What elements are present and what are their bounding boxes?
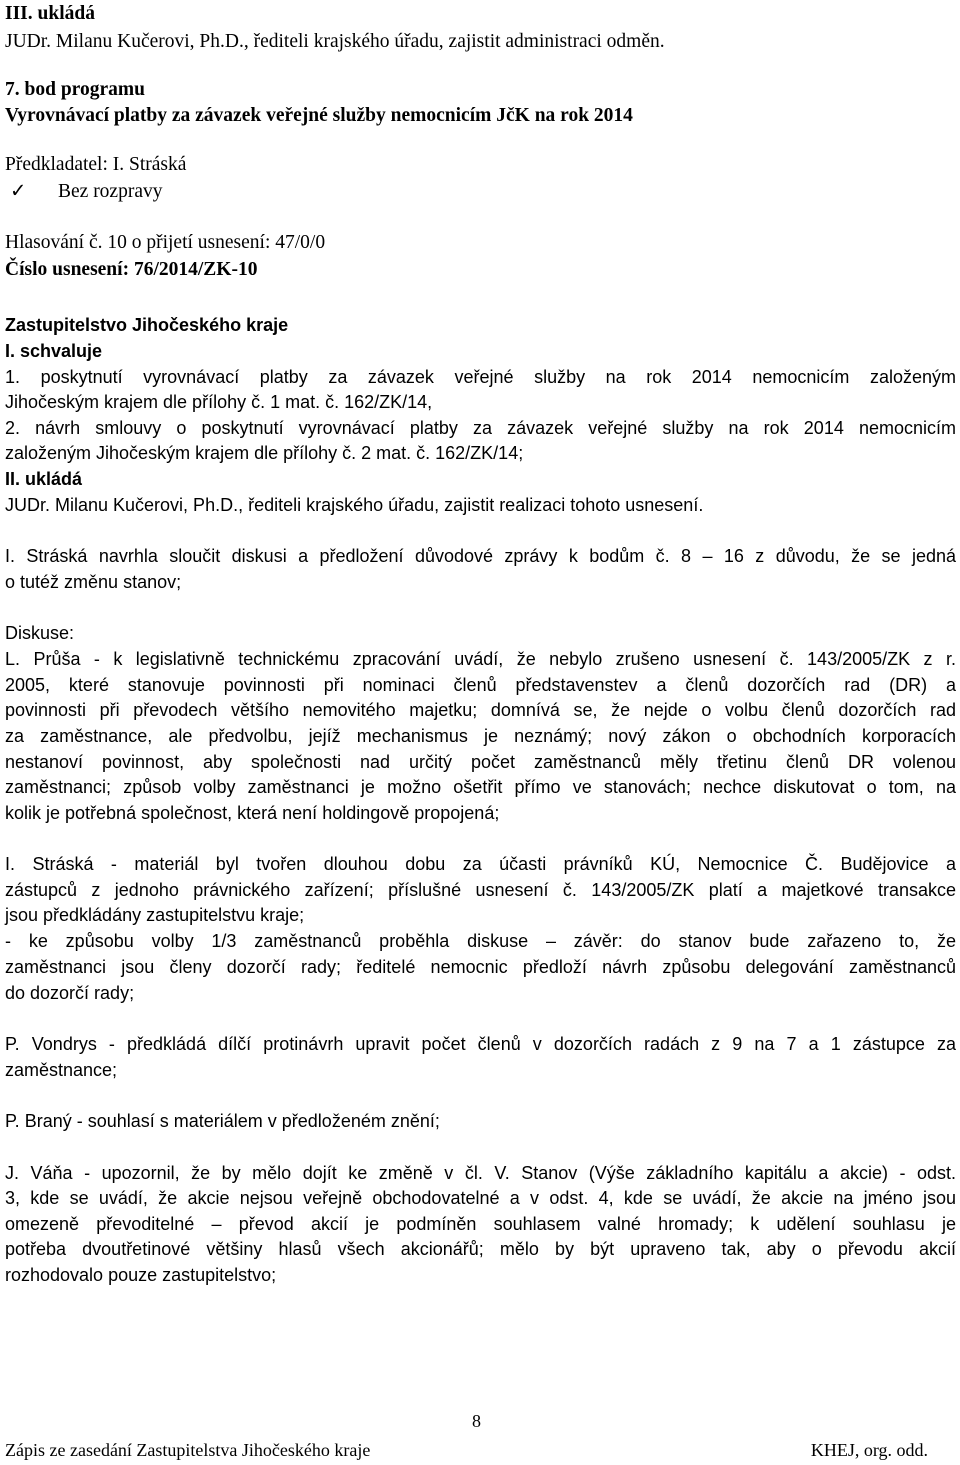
- no-debate-text: Bez rozpravy: [58, 181, 163, 202]
- straska-line: zástupců z jednoho právnického zařízení; příslušné usnesení č. 143/2005/ZK platí a majetkové transakce: [5, 880, 956, 900]
- approve-item-1-line-2: Jihočeským krajem dle přílohy č. 1 mat. č. 162/ZK/14,: [5, 392, 433, 412]
- section-heading-iii: III. ukládá: [5, 3, 95, 24]
- straska-line: - ke způsobu volby 1/3 zaměstnanců proběhla diskuse – závěr: do stanov bude zařazeno to, že: [5, 931, 956, 951]
- orders-text: JUDr. Milanu Kučerovi, Ph.D., řediteli krajského úřadu, zajistit realizaci tohoto usnesení.: [5, 495, 704, 515]
- prusa-line: zaměstnanci; způsob volby zaměstnanci je možno ošetřit přímo ve stanovách; nechce diskutovat o tom, na: [5, 777, 956, 797]
- brany-line: P. Braný - souhlasí s materiálem v předloženém znění;: [5, 1111, 440, 1131]
- vana-line: rozhodovalo pouze zastupitelstvo;: [5, 1265, 277, 1285]
- vondrys-line: zaměstnance;: [5, 1060, 118, 1080]
- top-order-text: JUDr. Milanu Kučerovi, Ph.D., řediteli krajského úřadu, zajistit administraci odměn.: [5, 31, 665, 52]
- prusa-line: povinnosti při převodech většího nemovitého majetku; domnívá se, že nejde o volbu členů dozorčích rad: [5, 700, 956, 720]
- straska-line: zaměstnanci jsou členy dozorčí rady; ředitelé nemocnic předloží návrh způsobu delegování zaměstnanců: [5, 957, 956, 977]
- vote-line: Hlasování č. 10 o přijetí usnesení: 47/0/0: [5, 232, 326, 253]
- straska-line: do dozorčí rady;: [5, 983, 135, 1003]
- approve-item-2-line-2: založeným Jihočeským krajem dle přílohy č. 2 mat. č. 162/ZK/14;: [5, 443, 524, 463]
- approve-item-1-line-1: 1. poskytnutí vyrovnávací platby za závazek veřejné služby na rok 2014 nemocnicím založeným: [5, 367, 956, 387]
- prusa-line: nestanoví povinnost, aby společnosti nad určitý počet zaměstnanců měly třetinu členů DR volenou: [5, 752, 956, 772]
- straska-line: I. Stráská - materiál byl tvořen dlouhou dobu za účasti právníků KÚ, Nemocnice Č. Budějovice a: [5, 854, 956, 874]
- prusa-line: kolik je potřebná společnost, která není holdingově propojená;: [5, 803, 500, 823]
- checkmark-icon: ✓: [10, 181, 27, 202]
- vana-line: 3, kde se uvádí, že akcie nejsou veřejně obchodovatelné a v odst. 4, kde se uvádí, že akcie na jméno jsou: [5, 1188, 956, 1208]
- prusa-line: za zaměstnance, ale předvolbu, jejíž mechanismus je neznámý; nový zákon o obchodních korporacích: [5, 726, 956, 746]
- vana-line: J. Váňa - upozornil, že by mělo dojít ke změně v čl. V. Stanov (Výše základního kapitálu a akcie) - odst.: [5, 1163, 956, 1183]
- resolution-number: Číslo usnesení: 76/2014/ZK-10: [5, 259, 258, 280]
- merge-proposal-line-1: I. Stráská navrhla sloučit diskusi a předložení důvodové zprávy k bodům č. 8 – 16 z důvodu, že se jedná: [5, 546, 956, 566]
- orders-heading: II. ukládá: [5, 469, 83, 489]
- merge-proposal-line-2: o tutéž změnu stanov;: [5, 572, 182, 592]
- vondrys-line: P. Vondrys - předkládá dílčí protinávrh upravit počet členů v dozorčích radách z 9 na 7 a 1 zástupce za: [5, 1034, 956, 1054]
- vana-line: omezeně převoditelné – převod akcií je podmíněn souhlasem valné hromady; k udělení souhlasu je: [5, 1214, 956, 1234]
- approve-item-2-line-1: 2. návrh smlouvy o poskytnutí vyrovnávací platby za závazek veřejné služby na rok 2014 nemocnicím: [5, 418, 956, 438]
- presenter-line: Předkladatel: I. Stráská: [5, 154, 187, 175]
- footer-department: KHEJ, org. odd.: [810, 1440, 928, 1460]
- page-number: 8: [472, 1411, 481, 1431]
- discussion-label: Diskuse:: [5, 623, 75, 643]
- no-debate-line: [10, 180, 163, 204]
- agenda-item-title: Vyrovnávací platby za závazek veřejné služby nemocnicím JčK na rok 2014: [5, 105, 633, 126]
- vana-line: potřeba dvoutřetinové většiny hlasů všech akcionářů; mělo by být upraveno tak, aby o převodu akcií: [5, 1239, 956, 1259]
- council-name: Zastupitelstvo Jihočeského kraje: [5, 315, 289, 335]
- approves-heading: I. schvaluje: [5, 341, 103, 361]
- prusa-line: 2005, které stanovuje povinnosti při nominaci členů představenstev a členů dozorčích rad (DR) a: [5, 675, 956, 695]
- straska-line: jsou předkládány zastupitelstvu kraje;: [5, 905, 305, 925]
- footer-document-title: Zápis ze zasedání Zastupitelstva Jihočeského kraje: [5, 1440, 371, 1460]
- agenda-item-number: 7. bod programu: [5, 79, 145, 100]
- prusa-line: L. Průša - k legislativně technickému zpracování uvádí, že nebylo zrušeno usnesení č. 143/2005/ZK z r.: [5, 649, 956, 669]
